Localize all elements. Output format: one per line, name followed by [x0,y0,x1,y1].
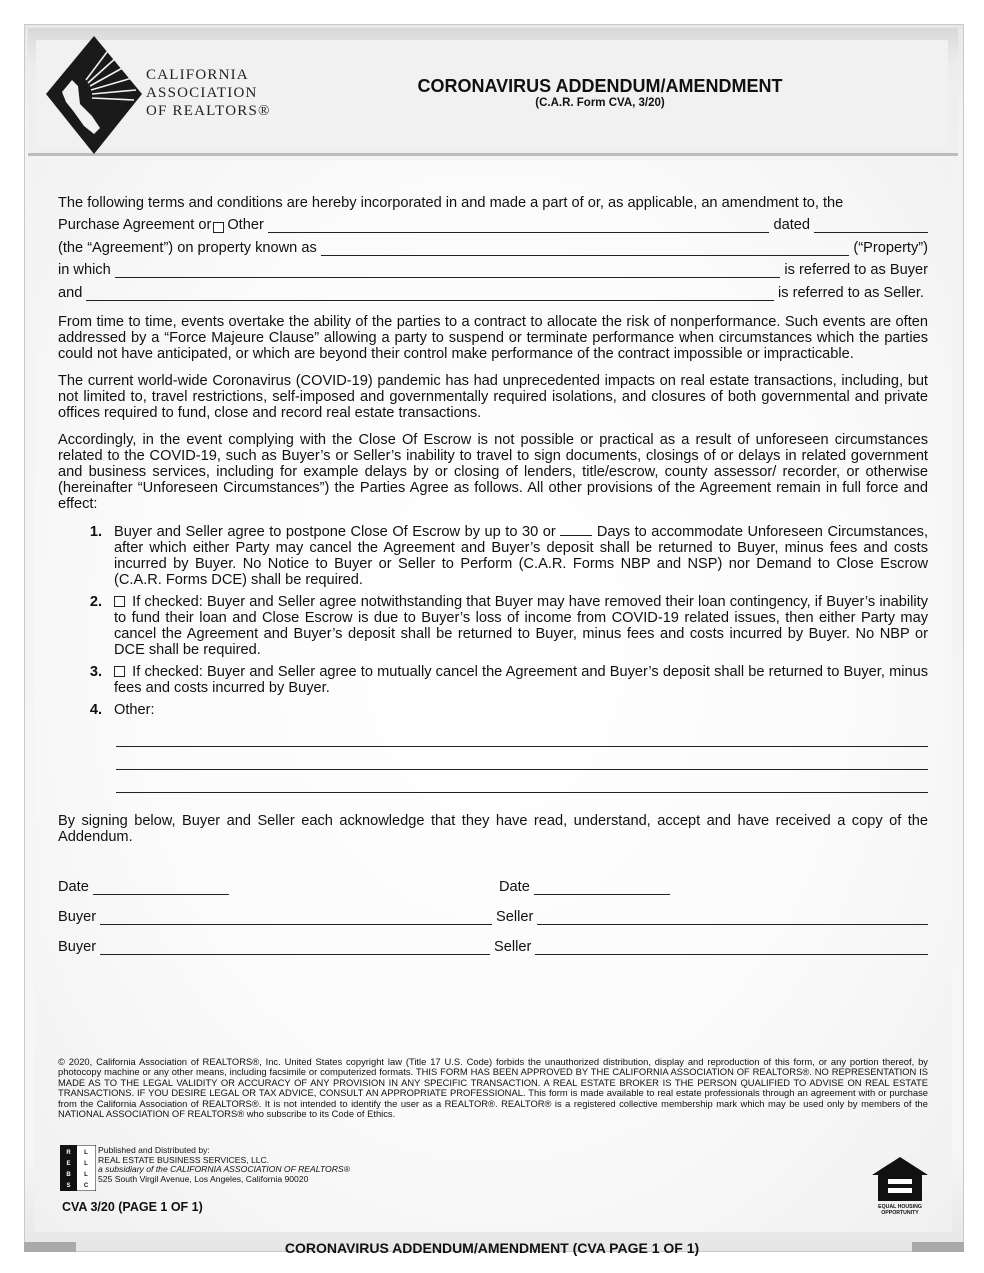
paragraph-force-majeure: From time to time, events overtake the ability of the parties to a contract to allocate the risk of nonperformance. Such events are often addressed by a “Force Majeure Clause” allowing a party to suspend or terminate performance when circumstances which the parties could not have anticipated, or which are beyond their control make performance of the contract impossible or impracticable. [58,313,928,362]
publisher-line-1: Published and Distributed by: [98,1145,210,1155]
rebs-letter: S [66,1183,71,1189]
other-checkbox[interactable] [213,222,224,233]
date-right-field[interactable] [534,883,670,895]
date-right-label: Date [499,878,530,895]
org-line-2: ASSOCIATION [146,85,258,101]
copyright-notice: © 2020, California Association of REALTORS®, Inc. United States copyright law (Title 17 U.S. Code) forbids the unauthorized distribution, display and reproduction of this form, or any portion thereof, by photocopy machine or any other means, including facsimile or computerized formats. THIS FORM HAS BEEN APPROVED BY THE CALIFORNIA ASSOCIATION OF REALTORS®. NO REPRESENTATION IS MADE AS TO THE LEGAL VALIDITY OR ACCURACY OF ANY PROVISION IN ANY SPECIFIC TRANSACTION. A REAL ESTATE BROKER IS THE PERSON QUALIFIED TO ADVISE ON REAL ESTATE TRANSACTIONS. IF YOU DESIRE LEGAL OR TAX ADVICE, CONSULT AN APPROPRIATE PROFESSIONAL. This form is made available to real estate professionals through an agreement with or purchase from the California Association of REALTORS®. It is not intended to identify the user as a REALTOR®. REALTOR® is a registered collective membership mark which may be used only by members of the NATIONAL ASSOCIATION OF REALTORS® who subscribe to its Code of Ethics. [58,1056,928,1120]
publisher-line-4: 525 South Virgil Avenue, Los Angeles, California 90020 [98,1173,309,1184]
rebs-letter: L [84,1150,88,1156]
terms-list [58,524,928,793]
intro-line-4 [58,256,928,279]
rebs-letter: C [83,1183,89,1189]
publisher-line-3: a subsidiary of the CALIFORNIA ASSOCIATION OF REALTORS® [98,1164,350,1175]
form-content [58,188,928,955]
term-item-2 [58,594,928,658]
seller-ref-label: is referred to as Seller. [777,284,924,301]
term-text [114,664,928,696]
org-name [146,66,271,120]
buyer-ref-label: is referred to as Buyer [784,262,928,279]
form-id: CVA 3/20 (PAGE 1 OF 1) [62,1200,203,1214]
term-number: 4. [89,701,102,718]
rebs-letter: B [66,1172,71,1178]
term-2-text: If checked: Buyer and Seller agree notwithstanding that Buyer may have removed their loan contingency, if Buyer’s inability to fund their loan and Close Escrow is due to Buyer’s loss of income from COVID-19 related issues, then either Party may cancel the Agreement and Buyer’s deposit shall be returned to Buyer, minus fees and costs incurred by Buyer. No NBP or DCE shall be required. [114,593,928,658]
buyer-name-field[interactable] [115,266,781,278]
dated-field[interactable] [814,221,928,233]
buyer-label: Buyer [58,938,97,955]
term-number: 2. [89,593,102,610]
term-number: 1. [89,523,102,540]
car-logo-icon [44,34,144,156]
buyer-signature-2 [58,939,494,955]
paragraph-covid: The current world-wide Coronavirus (COVID-19) pandemic has had unprecedented impacts on real estate transactions, including, but not limited to, travel restrictions, self-imposed and governmentally required isolations, and closures of both governmental and private offices required to fund, close and record real estate transactions. [58,372,928,421]
term-item-1 [58,524,928,588]
other-line-3[interactable] [116,770,928,793]
other-field[interactable] [268,221,770,233]
term-text [114,594,928,658]
eho-line-2: OPPORTUNITY [881,1210,919,1216]
term-number: 3. [89,663,102,680]
eho-line-1: EQUAL HOUSING [878,1204,922,1210]
loan-contingency-checkbox[interactable] [114,596,125,607]
property-suffix: (“Property”) [853,239,928,256]
seller-label: Seller [494,938,532,955]
signature-row-1 [58,895,928,925]
seller-signature-field[interactable] [535,943,928,955]
date-right [499,879,674,895]
seller-name-field[interactable] [86,289,774,301]
other-line-1[interactable] [116,724,928,747]
signature-row-2 [58,925,928,955]
term-item-4 [58,702,928,718]
dated-label: dated [773,217,810,234]
intro-line-2 [58,211,928,234]
term-1-text-a: Buyer and Seller agree to postpone Close Of Escrow by up to 30 or [114,523,556,540]
intro-line-1 [58,188,928,211]
signature-block [58,865,928,955]
org-line-1: CALIFORNIA [146,67,249,83]
org-line-3: OF REALTORS® [146,103,271,119]
intro-line-5 [58,278,928,301]
term-text [114,524,928,588]
date-left [58,879,499,895]
seller-signature-1 [496,909,928,925]
term-3-text: If checked: Buyer and Seller agree to mutually cancel the Agreement and Buyer’s deposit shall be returned to Buyer, minus fees and costs incurred by Buyer. [114,663,928,696]
form-title: CORONAVIRUS ADDENDUM/AMENDMENT [417,76,783,96]
publisher-line-2: REAL ESTATE BUSINESS SERVICES, LLC. [98,1154,270,1165]
rebs-letter: L [84,1161,88,1167]
rebs-letter: E [66,1161,71,1167]
term-1-text-b: Days to accommodate Unforeseen Circumstances, after which either Party may cancel the Agreement and Buyer’s deposit shall be returned to Buyer, minus fees and costs incurred by Buyer. No Notice to Buyer or Seller to Perform (C.A.R. Forms NBP and NSP) nor Demand to Close Escrow (C.A.R. Forms DCE) shall be required. [114,523,929,588]
seller-signature-2 [494,939,928,955]
footer-title: CORONAVIRUS ADDENDUM/AMENDMENT (CVA PAGE 1 OF 1) [284,1240,700,1256]
other-label: Other [227,217,264,234]
in-which-label: in which [58,262,111,279]
publisher-info [98,1146,350,1184]
days-field[interactable] [560,524,592,536]
paragraph-accordingly: Accordingly, in the event complying with the Close Of Escrow is not possible or practical as a result of unforeseen circumstances related to the COVID-19, such as Buyer’s or Seller’s inability to travel to sign documents, closings of or delays in related government and business services, including for example delays by or closing of lenders, title/escrow, county assessor/ recorder, or otherwise (hereinafter “Unforeseen Circumstances”) the Parties Agree as follows. All other provisions of the Agreement remain in full force and effect: [58,431,928,512]
equal-housing-icon [868,1155,932,1217]
property-field[interactable] [321,244,850,256]
form-subtitle: (C.A.R. Form CVA, 3/20) [535,97,665,109]
mutual-cancel-checkbox[interactable] [114,666,125,677]
seller-signature-field[interactable] [537,913,928,925]
date-left-field[interactable] [93,883,229,895]
and-label: and [58,284,83,301]
purchase-agreement-label: Purchase Agreement or [58,217,212,234]
buyer-label: Buyer [58,908,97,925]
rebs-letter: R [66,1150,71,1156]
other-line-2[interactable] [116,747,928,770]
date-left-label: Date [58,878,89,895]
term-item-3 [58,664,928,696]
acknowledgement-text: By signing below, Buyer and Seller each acknowledge that they have read, understand, accept and have received a copy of the Addendum. [58,812,928,845]
buyer-signature-1 [58,909,496,925]
buyer-signature-field[interactable] [100,913,492,925]
buyer-signature-field[interactable] [100,943,490,955]
other-lines [116,724,928,793]
property-label: (the “Agreement”) on property known as [58,239,317,256]
date-row [58,865,928,895]
rebs-letter: L [84,1172,88,1178]
intro-line-3 [58,233,928,256]
term-4-text: Other: [114,701,155,718]
rebs-logo-icon [60,1145,96,1191]
seller-label: Seller [496,908,534,925]
intro-text: The following terms and conditions are hereby incorporated in and made a part of or, as applicable, an amendment to, the [58,194,844,211]
